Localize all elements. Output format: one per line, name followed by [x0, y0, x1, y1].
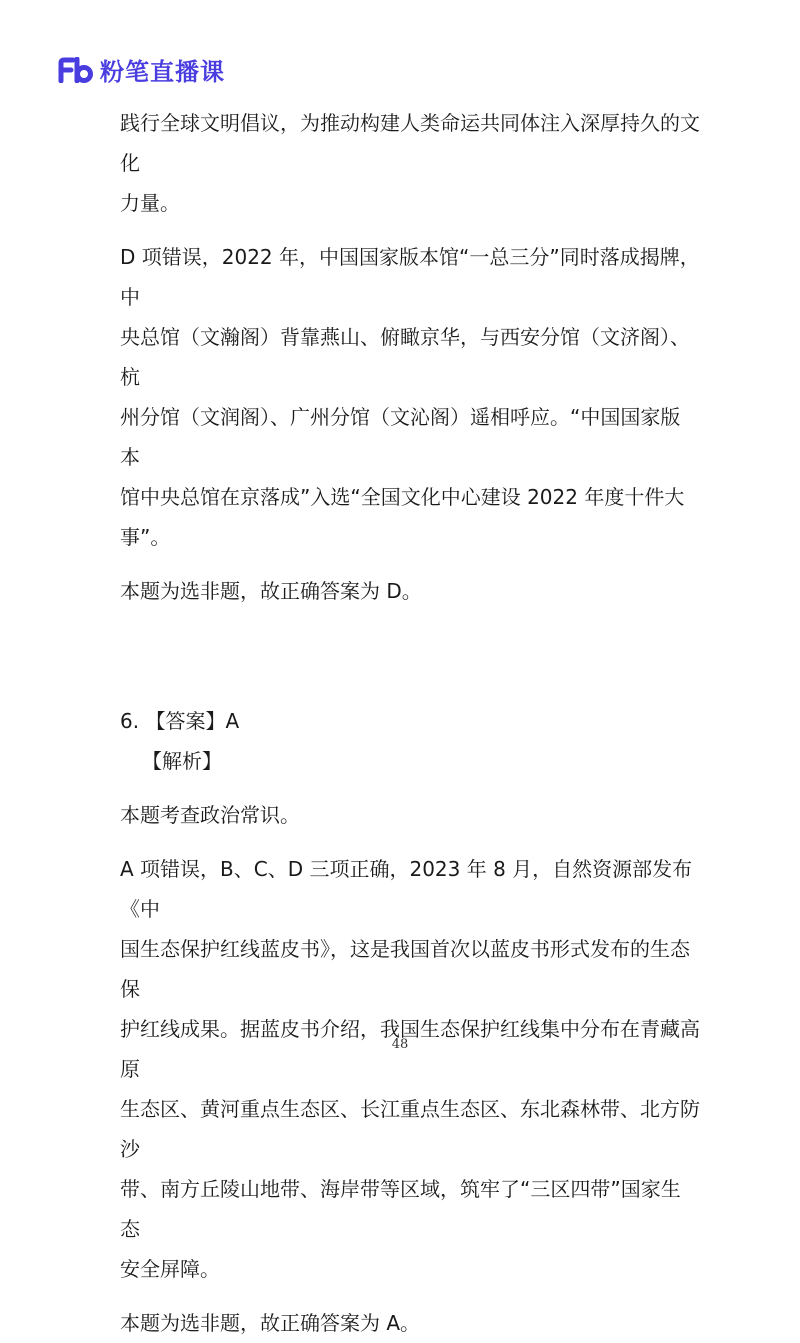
text-line: 带、南方丘陵山地带、海岸带等区域，筑牢了“三区四带”国家生态	[120, 1177, 681, 1241]
text-line: 本题考查政治常识。	[120, 803, 300, 827]
fenbi-logo-icon	[58, 57, 94, 83]
header	[58, 52, 225, 87]
text-line: 央总馆（文瀚阁）背靠燕山、俯瞰京华，与西安分馆（文济阁）、杭	[120, 325, 690, 389]
text-line: 州分馆（文润阁）、广州分馆（文沁阁）遥相呼应。“中国国家版本	[120, 405, 681, 469]
text-line: 生态区、黄河重点生态区、长江重点生态区、东北森林带、北方防沙	[120, 1097, 700, 1161]
answer-conclusion: 本题为选非题，故正确答案为 A。	[120, 1311, 421, 1335]
text-line: 护红线成果。据蓝皮书介绍，我国生态保护红线集中分布在青藏高原	[120, 1017, 700, 1081]
document-body	[120, 103, 700, 1343]
text-line: 事”。	[120, 525, 171, 549]
page-number: 48	[391, 1037, 409, 1052]
text-line: 力量。	[120, 191, 180, 215]
text-line: A 项错误，B、C、D 三项正确，2023 年 8 月，自然资源部发布《中	[120, 857, 693, 921]
brand-name: 粉笔直播课	[100, 58, 225, 86]
text-line: D 项错误，2022 年，中国国家版本馆“一总三分”同时落成揭牌，中	[120, 245, 700, 309]
question-answer-heading: 6. 【答案】A	[120, 709, 240, 733]
answer-conclusion: 本题为选非题，故正确答案为 D。	[120, 579, 422, 603]
text-line: 国生态保护红线蓝皮书》，这是我国首次以蓝皮书形式发布的生态保	[120, 937, 690, 1001]
text-line: 馆中央总馆在京落成”入选“全国文化中心建设 2022 年度十件大	[120, 485, 685, 509]
text-line: 安全屏障。	[120, 1257, 220, 1281]
text-line: 践行全球文明倡议，为推动构建人类命运共同体注入深厚持久的文化	[120, 111, 700, 175]
analysis-heading: 【解析】	[142, 749, 222, 773]
